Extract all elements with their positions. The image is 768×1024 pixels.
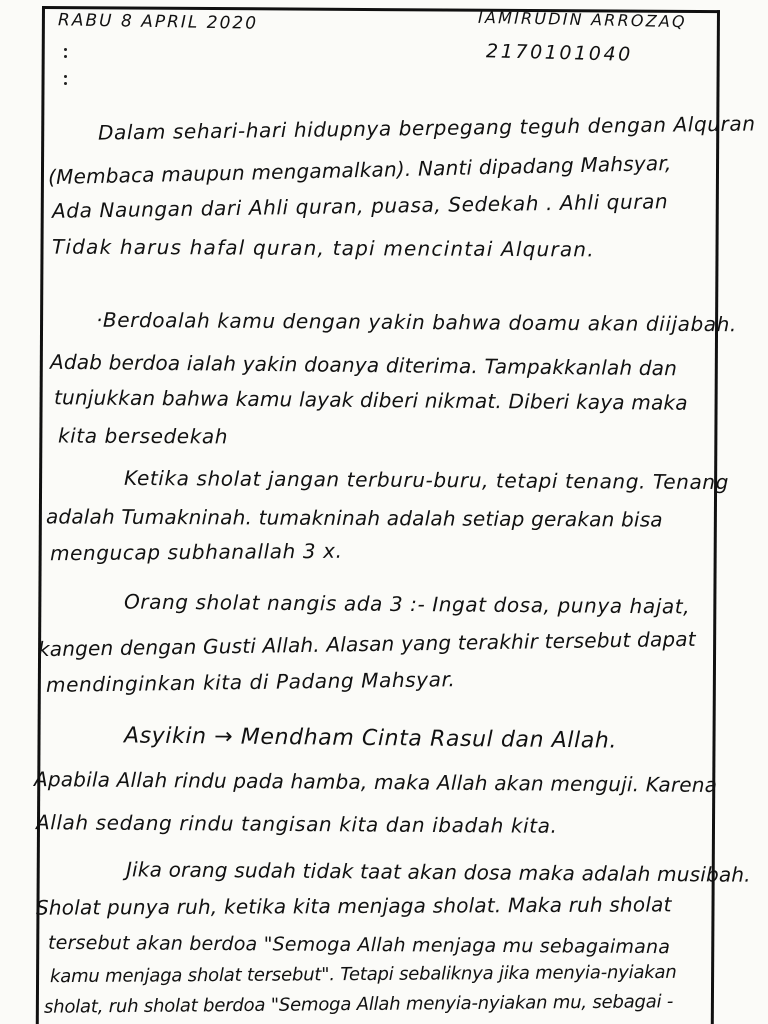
paragraph-2-line-1: ·Berdoalah kamu dengan yakin bahwa doamu akan diijabah. bbox=[95, 307, 738, 337]
margin-dot bbox=[64, 82, 67, 85]
paragraph-4-line-3: mendinginkan kita di Padang Mahsyar. bbox=[45, 667, 456, 697]
paragraph-3-line-1: Ketika sholat jangan terburu-buru, tetapi tenang. Tenang bbox=[123, 465, 730, 495]
paragraph-6-line-4: kamu menjaga sholat tersebut". Tetapi sebaliknya jika menyia-nyiakan bbox=[49, 961, 677, 988]
paragraph-5-line-2: Apabila Allah rindu pada hamba, maka Allah akan menguji. Karena bbox=[33, 767, 718, 797]
paragraph-6-line-3: tersebut akan berdoa "Semoga Allah menjaga mu sebagaimana bbox=[47, 931, 671, 959]
margin-dot bbox=[64, 75, 67, 78]
paragraph-6-line-5: sholat, ruh sholat berdoa "Semoga Allah menyia-nyiakan mu, sebagai - bbox=[43, 991, 674, 1018]
paragraph-5-line-3: Allah sedang rindu tangisan kita dan ibadah kita. bbox=[35, 810, 558, 838]
paragraph-5-line-1: Asyikin → Mendham Cinta Rasul dan Allah. bbox=[123, 723, 618, 754]
paragraph-2-line-2: Adab berdoa ialah yakin doanya diterima. Tampakkanlah dan bbox=[49, 349, 678, 381]
paragraph-1-line-2: (Membaca maupun mengamalkan). Nanti dipadang Mahsyar, bbox=[47, 150, 672, 190]
margin-dot bbox=[64, 48, 67, 51]
paragraph-6-line-1: Jika orang sudah tidak taat akan dosa maka adalah musibah. bbox=[125, 857, 751, 887]
margin-dots bbox=[62, 44, 70, 88]
paragraph-1-line-1: Dalam sehari-hari hidupnya berpegang teguh dengan Alquran bbox=[97, 111, 756, 145]
note-date: RABU 8 APRIL 2020 bbox=[57, 10, 259, 34]
student-id: 2170101040 bbox=[485, 40, 634, 66]
paragraph-2-line-3: tunjukkan bahwa kamu layak diberi nikmat. Diberi kaya maka bbox=[53, 385, 688, 415]
margin-dot bbox=[64, 55, 67, 58]
paragraph-4-line-1: Orang sholat nangis ada 3 :- Ingat dosa, punya hajat, bbox=[123, 589, 691, 619]
paragraph-2-line-4: kita bersedekah bbox=[57, 423, 229, 449]
paragraph-3-line-3: mengucap subhanallah 3 x. bbox=[49, 538, 343, 566]
paragraph-1-line-3: Ada Naungan dari Ahli quran, puasa, Sedekah . Ahli quran bbox=[51, 189, 669, 223]
paragraph-6-line-2: Sholat punya ruh, ketika kita menjaga sholat. Maka ruh sholat bbox=[35, 892, 672, 920]
paragraph-1-line-4: Tidak harus hafal quran, tapi mencintai Alquran. bbox=[51, 234, 595, 262]
author-name: IAMIRUDIN ARROZAQ bbox=[477, 7, 687, 32]
paragraph-4-line-2: kangen dengan Gusti Allah. Alasan yang terakhir tersebut dapat bbox=[37, 626, 697, 662]
paragraph-3-line-2: adalah Tumakninah. tumakninah adalah setiap gerakan bisa bbox=[45, 504, 663, 532]
